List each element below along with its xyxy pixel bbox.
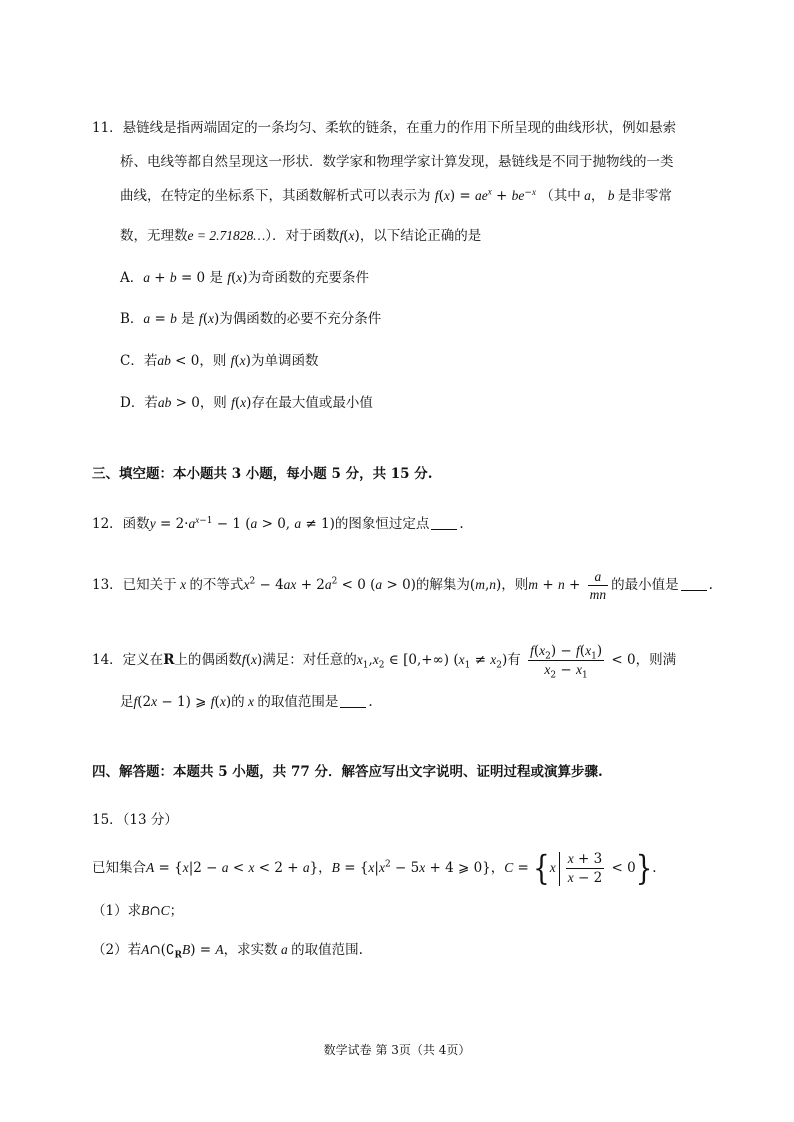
q11-line4: 数，无理数e = 2.71828…）．对于函数f(x)，以下结论正确的是 (120, 228, 482, 244)
q11-line4a: 数，无理数 (120, 228, 188, 244)
q13-e: 的最小值是 (611, 577, 679, 593)
q11-line3: 曲线，在特定的坐标系下，其函数解析式可以表示为 $f(x) = ae^x + be^{-x}$ （其中 a， b 是非零常 (120, 186, 672, 204)
q14-f: 足 (120, 694, 134, 710)
q11-line1: 11．悬链线是指两端固定的一条均匀、柔软的链条，在重力的作用下所呈现的曲线形状，例如悬索 (92, 120, 677, 136)
q14-c: 满足：对任意的 (262, 652, 357, 668)
q15-set-a: 已知集合 (92, 860, 146, 876)
q11-line4c: ）．对于函数 (265, 228, 340, 244)
q14-a: 14．定义在 (92, 652, 164, 668)
answer-blank[interactable] (431, 517, 457, 530)
q15-sets: 已知集合A = {x|2 − a < x < 2 + a}，$B = \{x|x^2 - 5x + 4$ ⩾ 0}，C = {x $\frac{x + 3}{x - 2}$ < 0}. (92, 849, 657, 888)
q14-end: . (368, 694, 373, 710)
q11-line2: 桥、电线等都自然呈现这一形状．数学家和物理学家计算发现，悬链线是不同于抛物线的一类 (120, 154, 674, 170)
q13-b: 的不等式 (189, 577, 244, 593)
q11-formula: f (434, 188, 439, 203)
q12-a: 12．函数 (92, 516, 150, 532)
q12-b: 的图象恒过定点 (334, 516, 430, 532)
option-c-mid: ，则 (199, 353, 227, 369)
option-d-label: D．若 (120, 395, 158, 411)
q11-option-d: D．若ab > 0，则 f(x)存在最大值或最小值 (120, 395, 373, 411)
q11-line3a: 曲线，在特定的坐标系下，其函数解析式可以表示为 (120, 188, 431, 204)
q15-part2: （2）若$A\cap(∁_RB) = A$，求实数 a 的取值范围. (92, 942, 363, 961)
q14-line2: 足f(2x − 1) ⩾ f(x)的 x 的取值范围是 . (120, 694, 373, 710)
q15-sep1: ， (318, 860, 332, 876)
q15-p2c: 的取值范围. (291, 942, 363, 958)
q15-part1: （1）求B∩C； (92, 903, 184, 919)
option-c-label: C．若 (120, 353, 158, 369)
answer-blank[interactable] (340, 695, 366, 708)
option-b-text: 为偶函数的必要不充分条件 (219, 311, 382, 327)
page-footer: 数学试卷 第 3页（共 4页） (323, 1043, 471, 1057)
option-a-text: 为奇函数的充要条件 (247, 270, 370, 286)
q14-g: 的 (231, 694, 245, 710)
q15-sep2: ， (490, 860, 505, 876)
q12-end: . (459, 516, 464, 532)
q13: 13．已知关于 x 的不等式$x^2 - 4ax + 2a^2 < 0$ (a > 0)的解集为(m,n)，则m + n + $\frac{a}{mn}$ 的最小值是 . (92, 569, 713, 602)
q11-line3d: 是非零常 (617, 188, 672, 204)
q15-p1a: （1）求 (92, 903, 142, 919)
q14-h: 的取值范围是 (257, 694, 339, 710)
q11-option-c: C．若ab < 0，则 f(x)为单调函数 (120, 353, 319, 369)
q12: 12．函数$y = 2\cdot a^{x-1} - 1$ (a > 0, a ≠ 1)的图象恒过定点 . (92, 514, 464, 532)
section4-title: 四、解答题：本题共 5 小题，共 77 分．解答应写出文字说明、证明过程或演算步骤. (92, 764, 603, 780)
q13-end: . (708, 577, 713, 593)
q14-d: 有 (507, 652, 521, 668)
q11-option-b: B．a = b 是 f(x)为偶函数的必要不充分条件 (120, 311, 382, 327)
option-a-label: A． (120, 270, 144, 286)
q15-end: . (652, 860, 657, 876)
q15-fraction: $\frac{x + 3}{x - 2}$ (567, 851, 603, 886)
option-d-mid: ，则 (199, 395, 227, 411)
q13-fraction: $\frac{a}{mn}$ (589, 569, 607, 602)
q13-d: ，则 (501, 577, 529, 593)
section3-title: 三、填空题：本小题共 3 小题，每小题 5 分，共 15 分. (92, 466, 433, 482)
q11-euler: e = 2.71828… (187, 228, 266, 243)
q13-c: 的解集为 (415, 577, 470, 593)
q15-p2b: ，求实数 (223, 942, 278, 958)
answer-blank[interactable] (681, 578, 707, 591)
q15-head: 15．（13 分） (92, 812, 178, 828)
real-set-symbol: R (163, 652, 175, 668)
q14-b: 上的偶函数 (174, 652, 242, 668)
q15-p1b: ； (169, 903, 184, 919)
q15-p2a: （2）若 (92, 942, 142, 958)
q13-a: 13．已知关于 (92, 577, 177, 593)
q14-e: ，则满 (635, 652, 677, 668)
q14-fraction: $\frac{f(x_2) - f(x_1)}{x_2 - x_1}$ (530, 643, 603, 681)
q11-line3b: （其中 (540, 188, 581, 204)
option-c-text: 为单调函数 (250, 353, 319, 369)
q11-option-a: A．a + b = 0 是 f(x)为奇函数的充要条件 (120, 270, 370, 286)
q14-line1: 14．定义在R上的偶函数f(x)满足：对任意的$x_1,x_2$ ∈ [0,+∞) $(x_1 \ne x_2)$有 $\frac{f(x_2) - f(x_1)}{x_2 - x_1}$ < 0，则满 (92, 643, 677, 681)
q11-line4d: ，以下结论正确的是 (359, 228, 482, 244)
q11-line3c: ， (590, 188, 605, 204)
option-d-text: 存在最大值或最小值 (251, 395, 373, 411)
option-b-label: B． (120, 311, 144, 327)
